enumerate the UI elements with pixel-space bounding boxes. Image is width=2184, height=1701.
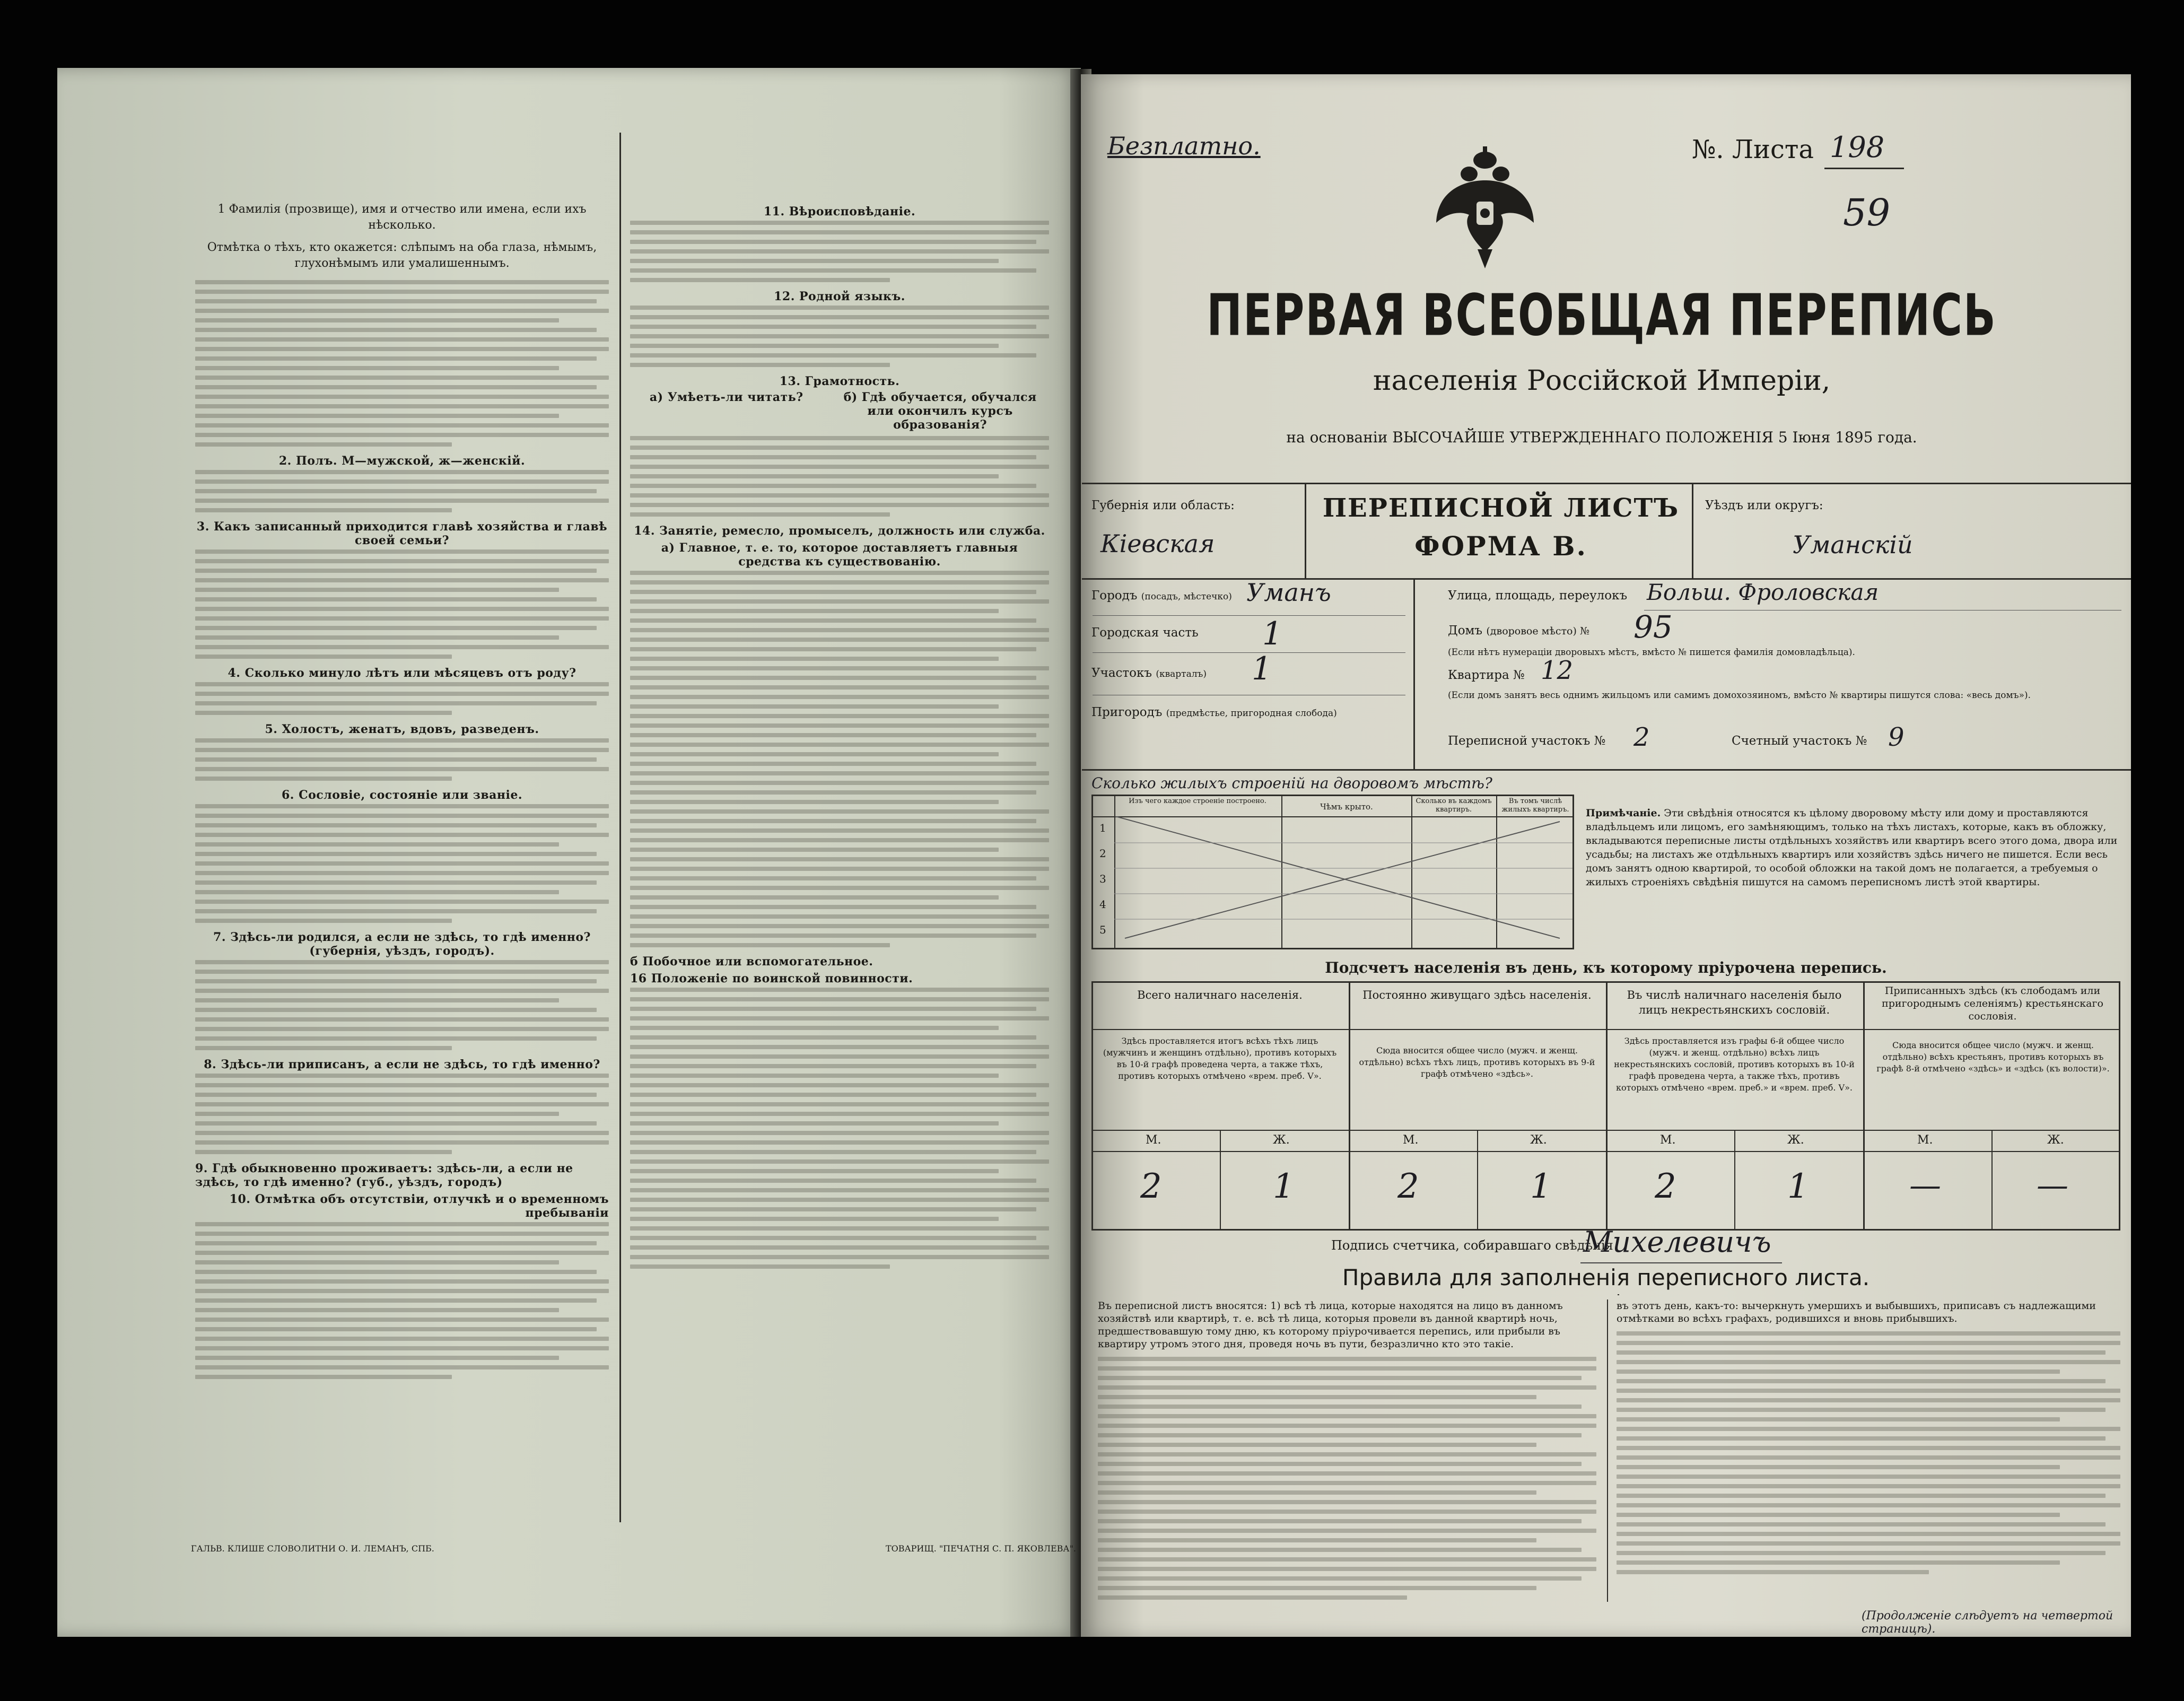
uezd-label: Уѣздъ или округъ: [1705,499,1823,512]
tally-zh-label: Ж. [1273,1133,1290,1147]
col1-heading: 8. Здѣсь-ли приписанъ, а если не здѣсь, то гдѣ именно? [204,1058,600,1071]
left-footer-press: ТОВАРИЩ. "ПЕЧАТНЯ С. П. ЯКОВЛЕВА". [886,1543,1076,1554]
tally-m-label: М. [1403,1133,1419,1147]
buildings-row-number: 5 [1099,923,1106,936]
uchastok-label: Участокъ (кварталъ) [1091,666,1207,680]
rules-title: Правила для заполненія переписного листа. [1342,1264,1870,1290]
tally-value-zh[interactable]: 1 [1530,1167,1552,1206]
col1-heading: 2. Полъ. М—мужской, ж—женскій. [278,454,526,468]
buildings-row-number: 4 [1099,898,1106,911]
col1-heading: 4. Сколько минуло лѣтъ или мѣсяцевъ отъ роду? [228,666,576,680]
tally-m-label: М. [1146,1133,1161,1147]
gubernia-label: Губернія или область: [1091,499,1235,512]
intro-sub: Отмѣтка о тѣхъ, кто окажется: слѣпымъ на оба глаза, нѣмымъ, глухонѣмымъ или умалишеннымъ. [207,241,597,270]
tally-col-body: Сюда вносится общее число (мужч. и женщ. отдѣльно) всѣхъ тѣхъ лицъ, противъ которыхъ въ 9-й графѣ отмѣчено «здѣсь». [1359,1045,1595,1079]
buildings-header: Чѣмъ крыто. [1320,802,1373,812]
buildings-row-number: 3 [1099,873,1106,885]
tally-col-head: Приписанныхъ здѣсь (къ слободамъ или пригороднымъ селеніямъ) крестьянскаго сословія. [1882,985,2103,1022]
col2-heading: а) Главное, т. е. то, которое доставляетъ главныя средства къ существованію. [661,541,1018,569]
buildings-note: Примѣчаніе. Эти свѣдѣнія относятся къ цѣлому дворовому мѣсту или дому и проставляются владѣльцемъ или лицомъ, его замѣняющимъ, только на тѣхъ листахъ, которые, какъ въ обложку, вкладываются переписные листы отдѣльныхъ хозяйствъ или квартиръ всего этого дома, двора или усадьбы; на листахъ же отдѣльныхъ квартиръ или хозяйствъ здѣсь ничего не пишется. Если весь домъ занятъ одною квартирой, то особой обложки на такой домъ не полагается, а требуемыя о жилыхъ строеніяхъ свѣдѣнія пишутся на самомъ переписномъ листѣ этой квартиры. [1586,807,2118,888]
census-district-label: Переписной участокъ № [1448,734,1606,748]
double-headed-eagle-icon [1432,143,1538,271]
buildings-header: Сколько въ каждомъ квартиръ. [1416,797,1492,814]
tally-title: Подсчетъ населенія въ день, къ которому пріурочена перепись. [1325,959,1887,976]
tally-col-head: Постоянно живущаго здѣсь населенія. [1362,989,1592,1001]
house-field[interactable]: 95 [1633,609,1673,645]
tally-value-m[interactable]: — [1909,1167,1941,1204]
tally-col-body: Сюда вносится общее число (мужч. и женщ. отдѣльно) всѣхъ крестьянъ, противъ которыхъ въ графѣ 8-й отмѣчено «здѣсь» и «здѣсь (къ волости)». [1876,1040,2110,1074]
uezd-field[interactable]: Уманскій [1793,530,1913,559]
tally-zh-label: Ж. [1787,1133,1804,1147]
free-label: Безплатно. [1107,132,1261,160]
form-name-line1: ПЕРЕПИСНОЙ ЛИСТЪ [1322,493,1680,523]
col2-heading: 14. Занятіе, ремесло, промыселъ, должность или служба. [634,524,1045,538]
buildings-row-number: 1 [1099,822,1106,834]
buildings-question: Сколько жилыхъ строеній на дворовомъ мѣстѣ? [1091,774,1492,792]
rules-left-text: Въ переписной листъ вносятся: 1) всѣ тѣ лица, которые находятся на лицо въ данномъ хозяйствѣ или квартирѣ, т. е. всѣ тѣ лица, которыя провели въ данной квартирѣ ночь, предшествовавшую тому дню, къ которому пріурочивается перепись, или прибыли въ квартиру утромъ этого дня, проведя ночь въ пути, безразлично кто это такіе. [1098,1300,1563,1350]
tally-col-body: Здѣсь проставляется итогъ всѣхъ тѣхъ лицъ (мужчинъ и женщинъ отдѣльно), противъ которыхъ въ 10-й графѣ проведена черта, а также тѣхъ, противъ которыхъ отмѣчено «врем. преб. V». [1103,1036,1337,1081]
tally-value-zh[interactable]: — [2037,1167,2068,1204]
prigorod-label: Пригородъ (предмѣстье, пригородная слобода) [1091,705,1337,719]
street-field[interactable]: Больш. Фроловская [1647,579,1879,605]
rules-column-left [1098,1299,1596,1612]
col2-heading: 11. Вѣроисповѣданіе. [763,205,916,219]
gorod-label: Городъ (посадъ, мѣстечко) [1091,589,1232,603]
instructions-column-1 [195,202,609,1517]
signature-label: Подпись счетчика, собиравшаго свѣдѣнія [1331,1238,1613,1253]
col1-heading: 3. Какъ записанный приходится главѣ хозяйства и главѣ своей семьи? [196,520,608,547]
census-district-field[interactable]: 2 [1633,722,1650,752]
col2-heading: а) Умѣетъ-ли читать? [649,390,803,404]
rules-column-right [1617,1299,2120,1602]
tally-col-head: Всего наличнаго населенія. [1137,989,1303,1001]
apartment-field[interactable]: 12 [1541,656,1574,685]
sheet-extra-number: 59 [1843,191,1891,234]
census-subtitle: населенія Россійской Имперіи, [1373,365,1831,397]
buildings-crossed-out-lines [1093,816,1573,948]
count-district-label: Счетный участокъ № [1732,734,1867,748]
tally-m-label: М. [1660,1133,1676,1147]
col1-heading: 5. Холостъ, женатъ, вдовъ, разведенъ. [265,722,539,736]
tally-m-label: М. [1917,1133,1933,1147]
col1-heading: 7. Здѣсь-ли родился, а если не здѣсь, то гдѣ именно? (губернія, уѣздъ, городъ). [213,930,591,958]
apartment-label: Квартира № [1448,668,1525,682]
col2-heading: б) Гдѣ обучается, обучался или окончилъ курсъ образованія? [843,390,1037,432]
uchastok-field[interactable]: 1 [1252,650,1272,687]
sheet-number-label: №. Листа [1692,135,1814,164]
street-label: Улица, площадь, переулокъ [1448,589,1628,603]
tally-col-body: Здѣсь проставляется изъ графы 6-й общее число (мужч. и женщ. отдѣльно) всѣхъ лицъ некрестьянскихъ сословій, противъ которыхъ въ 10-й графѣ проведена черта, а также тѣхъ, противъ которыхъ отмѣчено «врем. преб.» и «врем. преб. V». [1614,1036,1855,1093]
col1-heading: 9. Гдѣ обыкновенно проживаетъ: здѣсь-ли, а если не здѣсь, то гдѣ именно? (губ., уѣздъ, городъ) [195,1162,573,1189]
house-sub: (Если нѣтъ нумераціи дворовыхъ мѣстъ, вмѣсто № пишется фамилія домовладѣльца). [1448,647,1855,658]
intro-heading: 1 Фамилія (прозвище), имя и отчество или имена, если ихъ нѣсколько. [217,203,587,232]
tally-zh-label: Ж. [1530,1133,1547,1147]
form-name-line2: ФОРМА В. [1414,530,1587,562]
buildings-header: Въ томъ числѣ жилыхъ квартиръ. [1501,797,1569,814]
left-footer-printer: ГАЛЬВ. КЛИШЕ СЛОВОЛИТНИ О. И. ЛЕМАНЪ, СПБ. [191,1543,434,1554]
census-basis: на основаніи ВЫСОЧАЙШЕ УТВЕРЖДЕННАГО ПОЛОЖЕНІЯ 5 Іюня 1895 года. [1286,429,1917,446]
col1-heading: 6. Сословіе, состояніе или званіе. [282,788,522,802]
gubernia-field[interactable]: Кіевская [1100,529,1215,558]
buildings-header: Изъ чего каждое строеніе построено. [1129,797,1266,805]
col2-heading: 13. Грамотность. [779,374,900,388]
city-part-label: Городская часть [1091,626,1199,640]
signature-field[interactable]: Михелевичъ [1583,1225,1771,1259]
col2-heading: б Побочное или вспомогательное. [630,955,873,969]
apartment-sub: (Если домъ занятъ весь однимъ жильцомъ или самимъ домохозяиномъ, вмѣсто № квартиры пишутся слова: «весь домъ»). [1448,690,2031,701]
sheet-number-value: 198 [1830,130,1885,164]
tally-value-zh[interactable]: 1 [1273,1167,1295,1206]
rules-right-text: въ этотъ день, какъ-то: вычеркнуть умершихъ и выбывшихъ, приписавъ съ надлежащими отмѣтками во всѣхъ графахъ, родившихся и вновь прибывшихъ. [1617,1300,2096,1324]
buildings-row-number: 2 [1099,847,1106,860]
tally-value-m[interactable]: 2 [1140,1167,1162,1206]
col1-heading: 10. Отмѣтка объ отсутствіи, отлучкѣ и о временномъ пребываніи [229,1192,609,1220]
col2-heading: 12. Родной языкъ. [774,290,905,303]
tally-zh-label: Ж. [2047,1133,2064,1147]
tally-value-m[interactable]: 2 [1397,1167,1419,1206]
rules-continuation: (Продолженіе слѣдуетъ на четвертой страницѣ). [1862,1609,2113,1636]
census-title: ПЕРВАЯ ВСЕОБЩАЯ ПЕРЕПИСЬ [1207,282,1997,349]
city-part-field[interactable]: 1 [1262,615,1283,652]
col2-heading: 16 Положеніе по воинской повинности. [630,972,913,985]
house-label: Домъ (дворовое мѣсто) № [1448,624,1589,638]
gorod-field[interactable]: Уманъ [1246,578,1331,607]
instructions-column-2 [630,202,1049,1517]
count-district-field[interactable]: 9 [1888,722,1905,752]
buildings-table [1091,795,1574,949]
tally-value-zh[interactable]: 1 [1787,1167,1809,1206]
tally-value-m[interactable]: 2 [1655,1167,1676,1206]
tally-col-head: Въ числѣ наличнаго населенія было лицъ некрестьянскихъ сословій. [1627,989,1842,1016]
